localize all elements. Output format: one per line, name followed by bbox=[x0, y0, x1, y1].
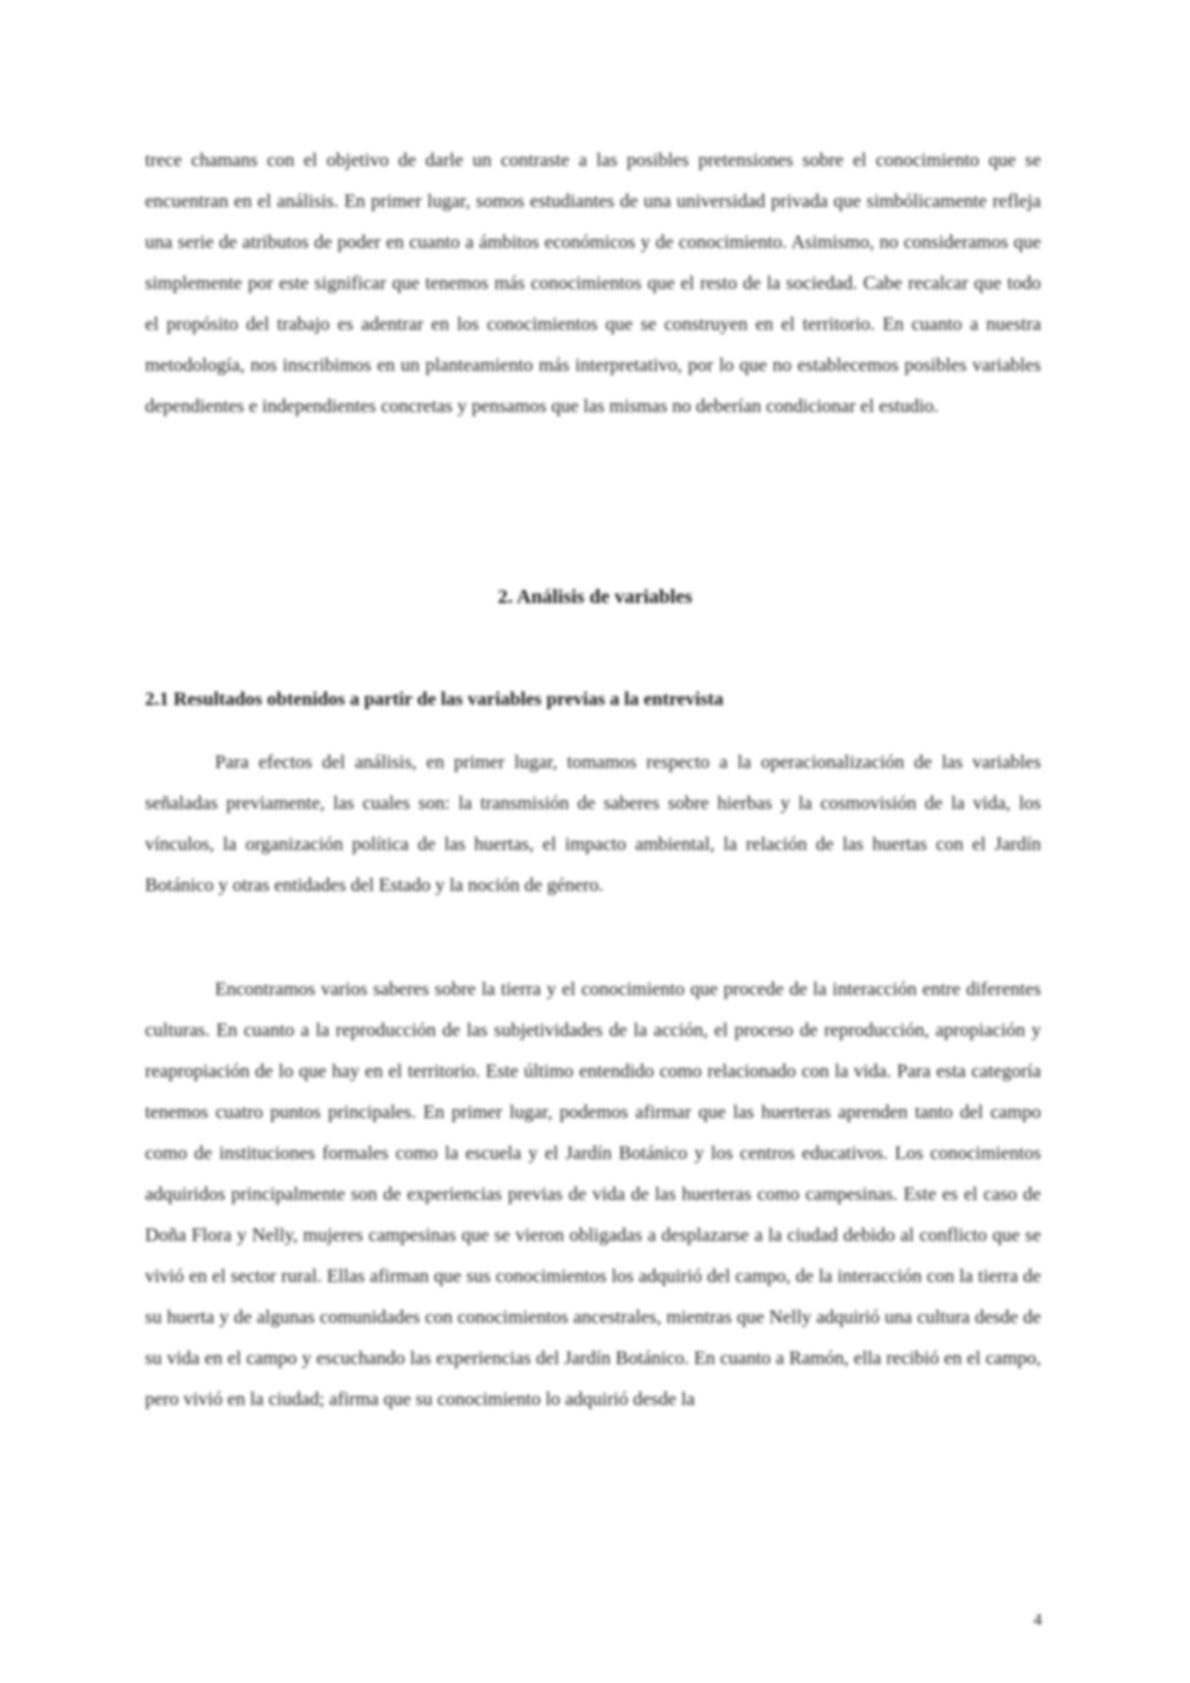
page-number: 4 bbox=[1033, 1610, 1042, 1629]
paragraph-intro: trece chamans con el objetivo de darle un contraste a las posibles pretensiones sobre el conocimiento que se encuentran en el análisis. En primer lugar, somos estudiantes de una universidad privada que simbólicamente refleja una serie de atributos de poder en cuanto a ámbitos económicos y de conocimiento. Asimismo, no consideramos que simplemente por este significar que tenemos más conocimientos que el resto de la sociedad. Cabe recalcar que todo el propósito del trabajo es adentrar en los conocimientos que se construyen en el territorio. En cuanto a nuestra metodología, nos inscribimos en un planteamiento más interpretativo, por lo que no establecemos posibles variables dependientes e independientes concretas y pensamos que las mismas no deberían condicionar el estudio. bbox=[145, 150, 1041, 417]
subsection-heading: 2.1 Resultados obtenidos a partir de las variables previas a la entrevista bbox=[145, 689, 724, 710]
section-heading: 2. Análisis de variables bbox=[497, 586, 693, 608]
paragraph-analysis: Para efectos del análisis, en primer lugar, tomamos respecto a la operacionalización de las variables señaladas previamente, las cuales son: la transmisión de saberes sobre hierbas y la cosmovisión de la vida, los vínculos, la organización política de las huertas, el impacto ambiental, la relación de las huertas con el Jardín Botánico y otras entidades del Estado y la noción de género. bbox=[145, 752, 1041, 896]
paragraph-findings: Encontramos varios saberes sobre la tierra y el conocimiento que procede de la interacción entre diferentes culturas. En cuanto a la reproducción de las subjetividades de la acción, el proceso de reproducción, apropiación y reapropiación de lo que hay en el territorio. Este último entendido como relacionado con la vida. Para esta categoría tenemos cuatro puntos principales. En primer lugar, podemos afirmar que las huerteras aprenden tanto del campo como de instituciones formales como la escuela y el Jardín Botánico y los centros educativos. Los conocimientos adquiridos principalmente son de experiencias previas de vida de las huerteras como campesinas. Este es el caso de Doña Flora y Nelly, mujeres campesinas que se vieron obligadas a desplazarse a la ciudad debido al conflicto que se vivió en el sector rural. Ellas afirman que sus conocimientos los adquirió del campo, de la interacción con la tierra de su huerta y de algunas comunidades con conocimientos ancestrales, mientras que Nelly adquirió una cultura desde de su vida en el campo y escuchando las experiencias del Jardín Botánico. En cuanto a Ramón, ella recibió en el campo, pero vivió en la ciudad; afirma que su conocimiento lo adquirió desde la bbox=[145, 979, 1041, 1410]
